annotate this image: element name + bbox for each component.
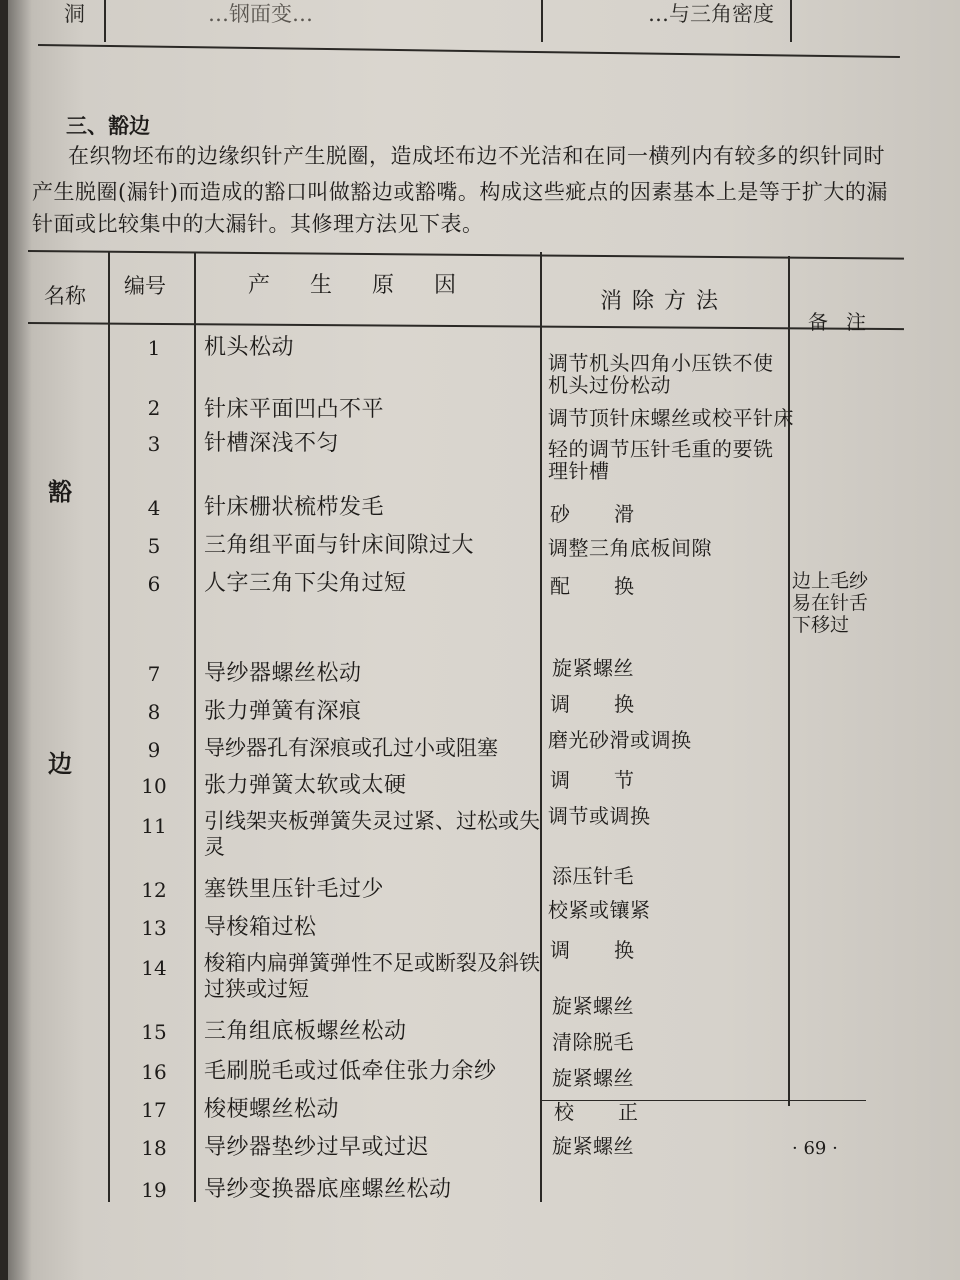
row-number: 11 — [141, 814, 167, 838]
row-number: 2 — [147, 396, 161, 420]
row-number: 3 — [147, 432, 161, 456]
row-cause: 针床栅状梳栉发毛 — [204, 495, 385, 520]
row-fix: 旋紧螺丝 — [552, 656, 634, 680]
row-fix: 旋紧螺丝 — [552, 1066, 634, 1090]
row-number: 12 — [141, 878, 167, 902]
row-cause: 导纱器螺丝松动 — [204, 661, 362, 686]
prev-table-fragment-left: 洞 — [64, 2, 85, 26]
row-number: 7 — [147, 662, 161, 686]
row-cause: 张力弹簧有深痕 — [204, 699, 362, 724]
header-cause: 产生原因 — [248, 273, 497, 298]
category-char-1: 豁 — [48, 477, 72, 506]
paragraph-line-3: 针面或比较集中的大漏针。其修理方法见下表。 — [32, 212, 484, 236]
row-cause: 三角组平面与针床间隙过大 — [204, 533, 475, 558]
row-cause: 引线架夹板弹簧失灵过紧、过松或失灵 — [204, 809, 540, 859]
row-number: 15 — [141, 1020, 167, 1044]
row-number: 16 — [141, 1060, 167, 1084]
row-cause: 梭梗螺丝松动 — [204, 1097, 340, 1122]
paragraph-line-1: 在织物坯布的边缘织针产生脱圈，造成坯布边不光洁和在同一横列内有较多的织针同时 — [68, 144, 885, 168]
row-number: 4 — [147, 496, 161, 520]
table-col-divider — [788, 256, 790, 1106]
book-page — [8, 0, 960, 1280]
row-number: 14 — [141, 956, 167, 980]
row-cause: 针槽深浅不匀 — [204, 431, 340, 456]
row-fix: 校正 — [554, 1100, 682, 1124]
row-fix: 配换 — [550, 574, 678, 598]
section-title: 三、豁边 — [66, 113, 150, 138]
row-fix: 调节顶针床螺丝或校平针床 — [548, 406, 794, 430]
row-cause: 人字三角下尖角过短 — [204, 571, 407, 596]
row-cause: 导梭箱过松 — [204, 915, 317, 940]
row-cause: 张力弹簧太软或太硬 — [204, 773, 407, 798]
row-number: 18 — [141, 1136, 167, 1160]
table-col-divider — [108, 252, 110, 1202]
category-char-2: 边 — [48, 749, 72, 778]
row-fix: 旋紧螺丝 — [552, 1134, 634, 1158]
row-fix: 调节 — [550, 768, 678, 792]
row-fix: 清除脱毛 — [552, 1030, 634, 1054]
row-fix: 调节机头四角小压铁不使机头过份松动 — [548, 351, 774, 397]
row-number: 6 — [147, 572, 161, 596]
row-cause: 三角组底板螺丝松动 — [204, 1019, 407, 1044]
binding-shadow — [8, 0, 32, 1280]
header-fix: 消除方法 — [600, 289, 729, 314]
row-note: 边上毛纱易在针舌下移过 — [792, 570, 869, 636]
row-fix: 校紧或镶紧 — [548, 898, 651, 922]
prev-table-bottom-rule — [38, 44, 900, 58]
row-cause: 导纱器孔有深痕或孔过小或阻塞 — [204, 736, 498, 760]
row-fix: 调整三角底板间隙 — [548, 536, 712, 560]
prev-table-divider — [541, 0, 543, 42]
table-header-rule — [28, 322, 904, 330]
header-number: 编号 — [124, 274, 166, 298]
row-fix: 调换 — [550, 938, 678, 962]
table-col-divider — [194, 252, 196, 1202]
row-fix: 添压针毛 — [552, 864, 634, 888]
row-number: 10 — [141, 774, 167, 798]
prev-table-divider — [104, 0, 106, 42]
row-number: 5 — [147, 534, 161, 558]
row-number: 19 — [141, 1178, 167, 1202]
row-fix: 砂滑 — [550, 502, 678, 526]
row-number: 8 — [147, 700, 161, 724]
table-top-rule — [28, 250, 904, 260]
row-number: 1 — [147, 336, 161, 360]
paragraph-line-2: 产生脱圈(漏针)而造成的豁口叫做豁边或豁嘴。构成这些疵点的因素基本上是等于扩大的漏 — [32, 180, 888, 204]
row-cause: 梭箱内扁弹簧弹性不足或断裂及斜铁过狭或过短 — [204, 951, 540, 1001]
row-cause: 导纱器垫纱过早或过迟 — [204, 1135, 430, 1160]
row-number: 13 — [141, 916, 167, 940]
row-cause: 针床平面凹凸不平 — [204, 397, 385, 422]
header-name: 名称 — [44, 284, 86, 308]
row-number: 9 — [147, 738, 161, 762]
row-fix: 磨光砂滑或调换 — [548, 728, 692, 752]
row-cause: 塞铁里压针毛过少 — [204, 877, 385, 902]
table-col-divider — [540, 252, 542, 1202]
row-cause: 毛刷脱毛或过低牵住张力余纱 — [204, 1059, 497, 1084]
row-number: 17 — [141, 1098, 167, 1122]
prev-table-divider — [790, 0, 792, 42]
row-cause: 导纱变换器底座螺丝松动 — [204, 1177, 452, 1202]
row-fix: 旋紧螺丝 — [552, 994, 634, 1018]
row-fix: 轻的调节压针毛重的要铣理针槽 — [548, 437, 774, 483]
page-number: · 69 · — [792, 1138, 838, 1159]
row-cause: 机头松动 — [204, 335, 295, 360]
prev-table-fragment-mid: …钢面变… — [208, 2, 313, 26]
row-fix: 调换 — [550, 692, 678, 716]
row-fix: 调节或调换 — [548, 804, 651, 828]
prev-table-fragment-right: …与三角密度 — [648, 2, 774, 26]
header-note: 备注 — [808, 310, 884, 334]
